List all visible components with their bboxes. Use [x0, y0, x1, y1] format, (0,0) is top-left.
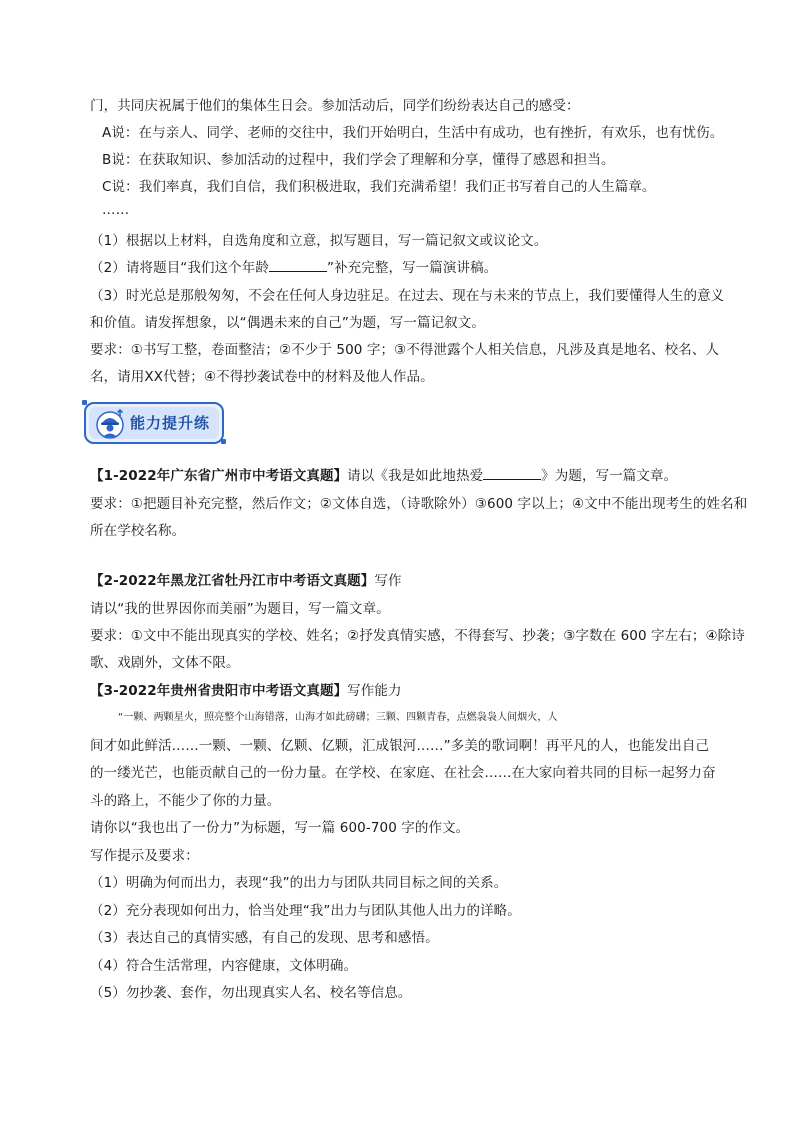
student-c-comment: C说：我们率真，我们自信，我们积极进取，我们充满希望！我们正书写着自己的人生篇章。: [102, 179, 656, 195]
requirements-line-2: 名，请用XX代替；④不得抄袭试卷中的材料及他人作品。: [90, 369, 434, 385]
question-3-para-4: 斗的路上，不能少了你的力量。: [90, 793, 281, 809]
question-1-req-1: 要求：①把题目补充完整，然后作文；②文体自选，（诗歌除外）③600 字以上；④文中不能出现考生的姓名和: [90, 496, 748, 512]
question-1-title: [90, 466, 730, 486]
question-2-source: 【2-2022年黑龙江省牡丹江市中考语文真题】: [90, 573, 375, 589]
question-3-para-3: 的一缕光芒，也能贡献自己的一份力量。在学校、在家庭、在社会……在大家向着共同的目标一起努力奋: [90, 765, 716, 781]
question-2-title: [90, 571, 730, 591]
intro-line: 门，共同庆祝属于他们的集体生日会。参加活动后，同学们纷纷表达自己的感受：: [90, 98, 580, 114]
question-3-prompt: 请你以“我也出了一份力”为标题，写一篇 600-700 字的作文。: [90, 820, 470, 836]
ellipsis: ……: [102, 202, 130, 218]
requirements-line-1: 要求：①书写工整，卷面整洁；②不少于 500 字；③不得泄露个人相关信息，凡涉及真是地名、校名、人: [90, 342, 720, 358]
question-2-req-2: 歌、戏剧外，文体不限。: [90, 655, 240, 671]
question-3-tip-5: （5）勿抄袭、套作，勿出现真实人名、校名等信息。: [90, 985, 412, 1001]
question-3-para-1: “一颗、两颗星火，照亮整个山海错落，山海才如此磅礴；三颗、四颗青春，点燃袅袅人间烟火，人: [118, 712, 558, 723]
question-3-source: 【3-2022年贵州省贵阳市中考语文真题】: [90, 683, 348, 699]
fill-blank: [269, 258, 327, 272]
question-3-tip-1: （1）明确为何而出力，表现“我”的出力与团队共同目标之间的关系。: [90, 875, 508, 891]
option-2-text-a: （2）请将题目“我们这个年龄: [90, 260, 269, 276]
section-banner: [80, 398, 230, 450]
question-1-text-b: 》为题，写一篇文章。: [541, 468, 678, 484]
question-1-source: 【1-2022年广东省广州市中考语文真题】: [90, 468, 348, 484]
option-1: （1）根据以上材料，自选角度和立意，拟写题目，写一篇记叙文或议论文。: [90, 233, 548, 249]
question-3-tip-4: （4）符合生活常理，内容健康，文体明确。: [90, 958, 358, 974]
option-2-text-b: ”补充完整，写一篇演讲稿。: [326, 260, 498, 276]
question-3-para-2: 间才如此鲜活……一颗、一颗、亿颗、亿颗，汇成银河……”多美的歌词啊！再平凡的人，也能发出自己: [90, 738, 710, 754]
question-1-text-a: 请以《我是如此地热爱: [347, 468, 484, 484]
question-3-tip-2: （2）充分表现如何出力，恰当处理“我”出力与团队其他人出力的详略。: [90, 903, 521, 919]
question-3-title: [90, 681, 730, 701]
banner-label: 能力提升练: [130, 414, 211, 432]
student-b-comment: B说：在获取知识、参加活动的过程中，我们学会了理解和分享，懂得了感恩和担当。: [102, 152, 615, 168]
engineer-helmet-icon: [94, 407, 126, 441]
question-2-tail: 写作: [374, 573, 402, 589]
question-3-tips-title: 写作提示及要求：: [90, 848, 199, 864]
fill-blank: [483, 466, 541, 480]
option-2: [90, 258, 730, 278]
banner-corner-dot: [221, 439, 226, 444]
question-3-tail: 写作能力: [347, 683, 402, 699]
question-2-req-1: 要求：①文中不能出现真实的学校、姓名；②抒发真情实感，不得套写、抄袭；③字数在 600 字左右；④除诗: [90, 628, 745, 644]
question-2-prompt: 请以“我的世界因你而美丽”为题目，写一篇文章。: [90, 601, 390, 617]
banner-corner-dot: [82, 400, 87, 405]
option-3-line-2: 和价值。请发挥想象，以“偶遇未来的自己”为题，写一篇记叙文。: [90, 315, 485, 331]
question-3-tip-3: （3）表达自己的真情实感，有自己的发现、思考和感悟。: [90, 930, 439, 946]
question-1-req-2: 所在学校名称。: [90, 523, 186, 539]
student-a-comment: A说：在与亲人、同学、老师的交往中，我们开始明白，生活中有成功，也有挫折，有欢乐，也有忧伤。: [102, 125, 724, 141]
option-3-line-1: （3）时光总是那般匆匆，不会在任何人身边驻足。在过去、现在与未来的节点上，我们要懂得人生的意义: [90, 288, 725, 304]
